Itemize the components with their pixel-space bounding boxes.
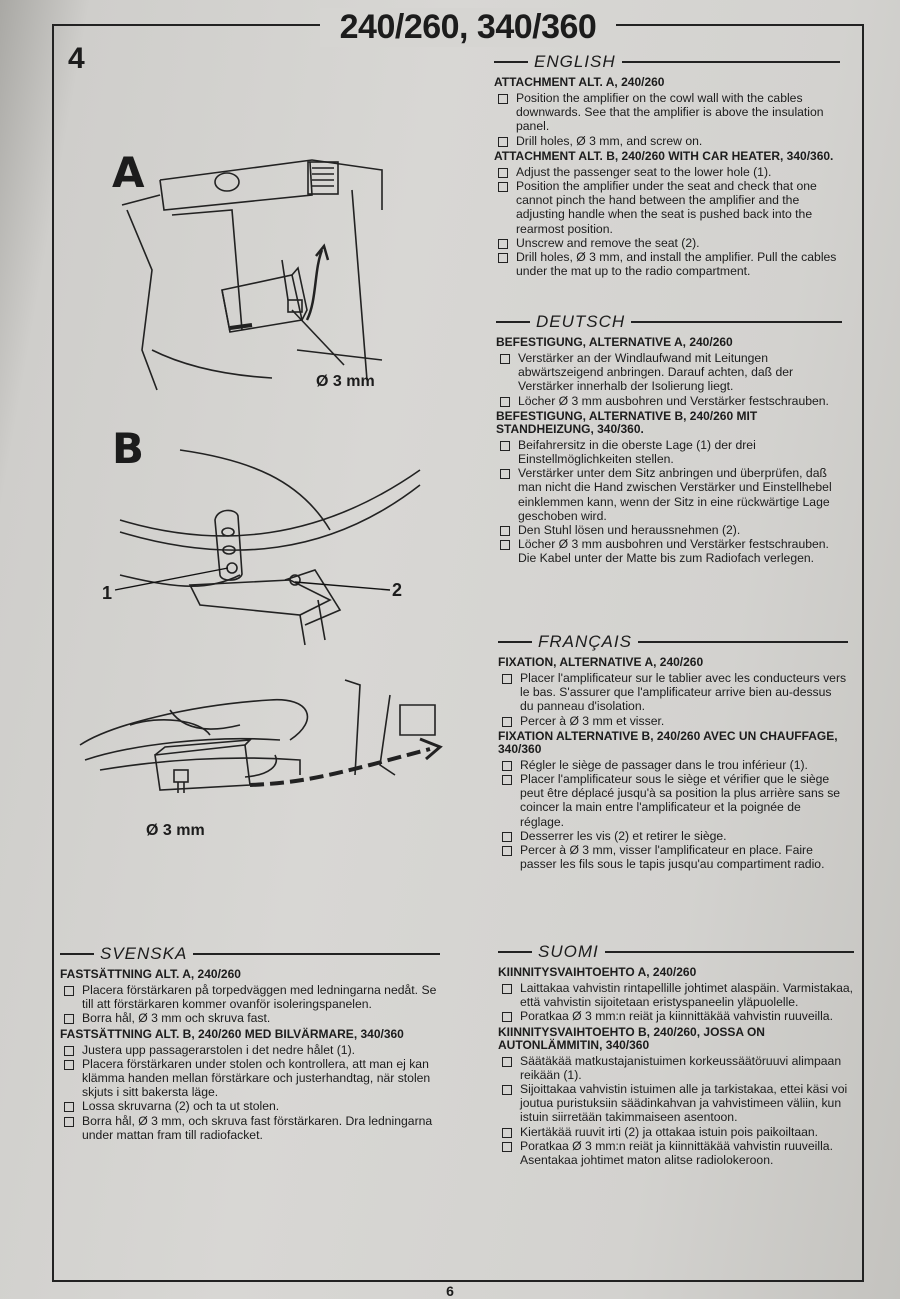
list-item: Löcher Ø 3 mm ausbohren und Verstärker festschrauben. (496, 394, 842, 408)
svenska-section (60, 944, 440, 1142)
figure-b-seat-illustration (70, 665, 450, 825)
english-alt-b-heading: ATTACHMENT ALT. B, 240/260 WITH CAR HEATER, 340/360. (494, 148, 834, 163)
deutsch-section (496, 312, 842, 566)
list-item: Drill holes, Ø 3 mm, and install the amplifier. Pull the cables under the mat up to the radio compartment. (494, 250, 840, 278)
list-item: Adjust the passenger seat to the lower hole (1). (494, 165, 840, 179)
callout-2: 2 (392, 580, 403, 600)
svenska-heading: SVENSKA (60, 944, 440, 964)
figure-a-letter: A (112, 148, 145, 197)
page-title: 240/260, 340/360 (320, 8, 616, 47)
english-alt-a-heading: ATTACHMENT ALT. A, 240/260 (494, 75, 665, 89)
figure-b-seat-rail-illustration (100, 440, 430, 650)
francais-alt-a-heading: FIXATION, ALTERNATIVE A, 240/260 (498, 655, 704, 669)
list-item: Poratkaa Ø 3 mm:n reiät ja kiinnittäkää vahvistin ruuveilla. (498, 1009, 854, 1023)
suomi-section (498, 942, 854, 1167)
list-item: Drill holes, Ø 3 mm, and screw on. (494, 134, 840, 148)
francais-alt-b-heading: FIXATION ALTERNATIVE B, 240/260 AVEC UN CHAUFFAGE, 340/360 (498, 728, 838, 756)
list-item: Löcher Ø 3 mm ausbohren und Verstärker festschrauben. Die Kabel unter der Matte bis zum Radiofach verlegen. (496, 537, 842, 565)
deutsch-heading: DEUTSCH (496, 312, 842, 332)
list-item: Sijoittakaa vahvistin istuimen alle ja tarkistakaa, ettei käsi voi joutua puristuksiin säädinkahvan ja vahvistimeen väliin, kun istuin siirretään takimmaiseen asentoon. (498, 1082, 854, 1125)
section-number: 4 (68, 42, 85, 75)
list-item: Laittakaa vahvistin rintapellille johtimet alaspäin. Varmistakaa, että vahvistin sijoitetaan eristyspaneelin yläpuolelle. (498, 981, 854, 1009)
list-item: Position the amplifier under the seat and check that one cannot pinch the hand between the amplifier and the adjusting handle when the seat is pushed back into the rearmost position. (494, 179, 840, 236)
list-item: Percer à Ø 3 mm, visser l'amplificateur en place. Faire passer les fils sous le tapis jusqu'au compartiment radio. (498, 843, 848, 871)
figure-b-letter: B (112, 424, 145, 473)
list-item: Verstärker an der Windlaufwand mit Leitungen abwärtszeigend anbringen. Darauf achten, daß der Verstärker innerhalb der Isolierung liegt. (496, 351, 842, 394)
list-item: Desserrer les vis (2) et retirer le siège. (498, 829, 848, 843)
list-item: Régler le siège de passager dans le trou inférieur (1). (498, 758, 848, 772)
list-item: Unscrew and remove the seat (2). (494, 236, 840, 250)
suomi-alt-b-heading: KIINNITYSVAIHTOEHTO B, 240/260, JOSSA ON AUTONLÄMMITIN, 340/360 (498, 1024, 765, 1052)
svenska-alt-a-heading: FASTSÄTTNING ALT. A, 240/260 (60, 967, 241, 981)
list-item: Beifahrersitz in die oberste Lage (1) der drei Einstellmöglichkeiten stellen. (496, 438, 842, 466)
francais-heading: FRANÇAIS (498, 632, 848, 652)
list-item: Poratkaa Ø 3 mm:n reiät ja kiinnittäkää vahvistin ruuveilla. Asentakaa johtimet maton alitse radiolokeroon. (498, 1139, 854, 1167)
list-item: Placer l'amplificateur sous le siège et vérifier que le siège peut être déplacé jusqu'à sa position la plus arrière sans se coincer la main entre l'amplificateur et la poignée de réglage. (498, 772, 848, 829)
list-item: Kiertäkää ruuvit irti (2) ja ottakaa istuin pois paikoiltaan. (498, 1125, 854, 1139)
list-item: Lossa skruvarna (2) och ta ut stolen. (60, 1099, 440, 1113)
suomi-alt-a-heading: KIINNITYSVAIHTOEHTO A, 240/260 (498, 965, 697, 979)
francais-section (498, 632, 848, 871)
list-item: Placer l'amplificateur sur le tablier avec les conducteurs vers le bas. S'assurer que l'amplificateur arrive bien au-dessus du panneau d'isolation. (498, 671, 848, 714)
figure-a-illustration (112, 150, 412, 400)
deutsch-alt-a-heading: BEFESTIGUNG, ALTERNATIVE A, 240/260 (496, 335, 733, 349)
figure-b-hole-label: Ø 3 mm (146, 822, 205, 839)
list-item: Position the amplifier on the cowl wall with the cables downwards. See that the amplifier is above the insulation panel. (494, 91, 840, 134)
list-item: Justera upp passagerarstolen i det nedre hålet (1). (60, 1043, 440, 1057)
list-item: Säätäkää matkustajanistuimen korkeussäätöruuvi alimpaan reikään (1). (498, 1054, 854, 1082)
list-item: Den Stuhl lösen und heraussnehmen (2). (496, 523, 842, 537)
list-item: Placera förstärkaren under stolen och kontrollera, att man ej kan klämma handen mellan förstärkare och justerhandtag, när stolen skjuts i sitt bakersta läge. (60, 1057, 440, 1100)
page-number: 6 (446, 1283, 454, 1299)
list-item: Borra hål, Ø 3 mm, och skruva fast förstärkaren. Dra ledningarna under mattan fram till radiofacket. (60, 1114, 440, 1142)
deutsch-alt-b-heading: BEFESTIGUNG, ALTERNATIVE B, 240/260 MIT STANDHEIZUNG, 340/360. (496, 408, 758, 436)
list-item: Placera förstärkaren på torpedväggen med ledningarna nedåt. Se till att förstärkaren kommer ovanför isoleringspanelen. (60, 983, 440, 1011)
english-heading: ENGLISH (494, 52, 840, 72)
list-item: Percer à Ø 3 mm et visser. (498, 714, 848, 728)
svenska-alt-b-heading: FASTSÄTTNING ALT. B, 240/260 MED BILVÄRMARE, 340/360 (60, 1026, 404, 1041)
suomi-heading: SUOMI (498, 942, 854, 962)
callout-1: 1 (102, 583, 113, 603)
list-item: Verstärker unter dem Sitz anbringen und überprüfen, daß man nicht die Hand zwischen Verstärker und Einstellhebel einklemmen kann, wenn der Sitz in eine rückwärtige Lage geschoben wird. (496, 466, 842, 523)
list-item: Borra hål, Ø 3 mm och skruva fast. (60, 1011, 440, 1025)
english-section (494, 52, 840, 278)
figure-a-hole-label: Ø 3 mm (316, 373, 375, 390)
